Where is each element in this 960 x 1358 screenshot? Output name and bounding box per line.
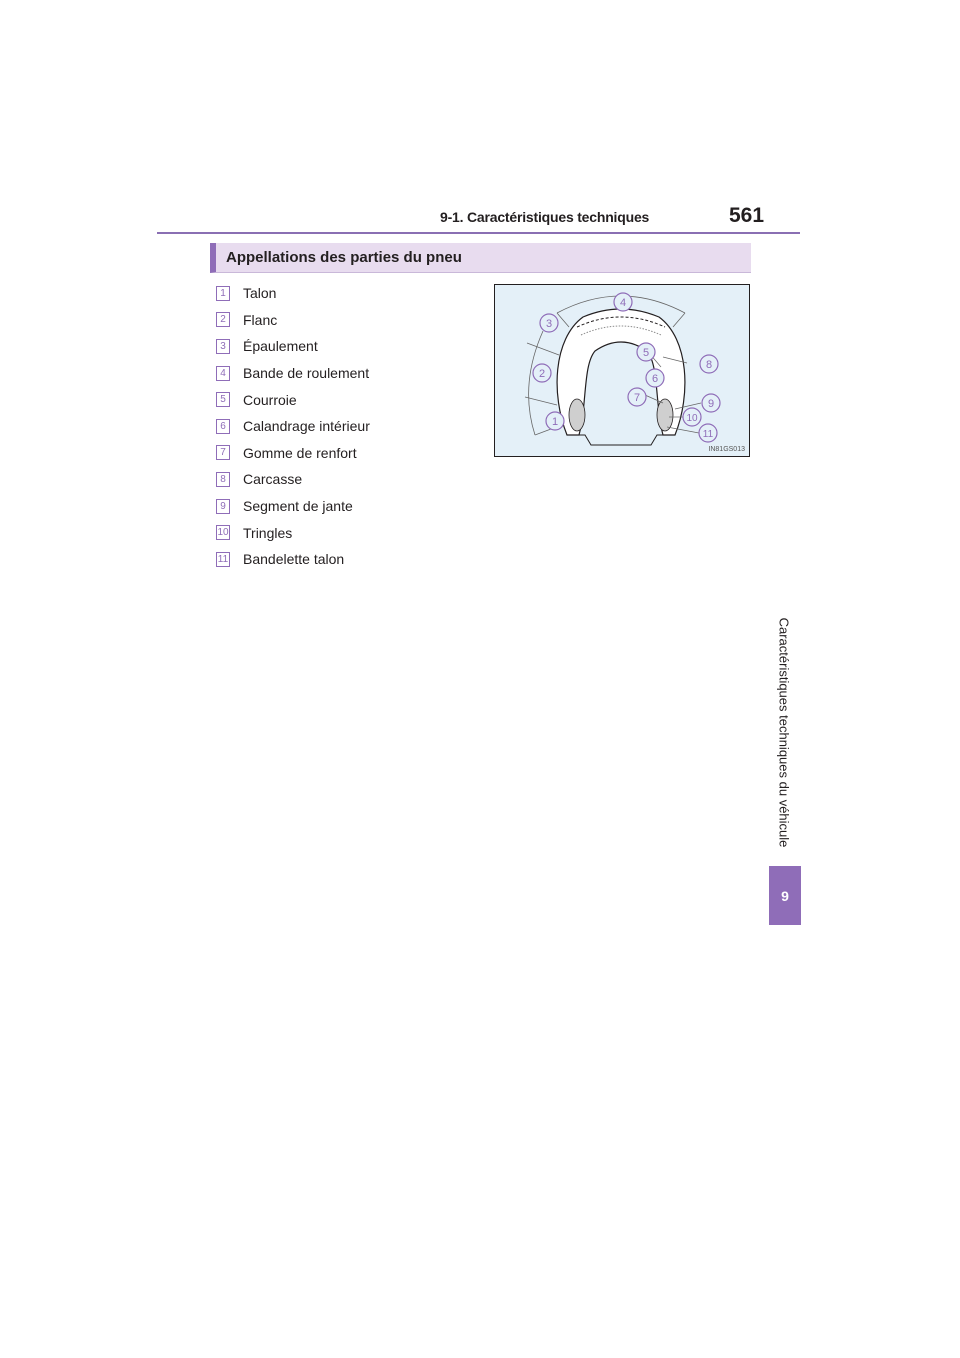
list-item (216, 466, 370, 493)
bead-left (569, 399, 585, 431)
list-item (216, 307, 370, 334)
callout-label: 5 (642, 347, 650, 359)
part-number-badge: 4 (216, 366, 230, 381)
callout-label: 10 (686, 413, 698, 424)
callout-9 (702, 394, 720, 412)
ref-line (525, 397, 557, 405)
list-item (216, 546, 370, 573)
part-number-badge: 7 (216, 445, 230, 460)
callout-1 (546, 412, 564, 430)
part-label: Bandelette talon (243, 551, 345, 568)
part-label: Épaulement (243, 338, 318, 355)
bead-right (657, 399, 673, 431)
list-item (216, 519, 370, 546)
part-label: Talon (243, 285, 277, 302)
callout-label: 4 (619, 297, 627, 309)
callout-label: 2 (538, 368, 546, 380)
callout-10 (683, 408, 701, 426)
callout-3 (540, 314, 558, 332)
callout-label: 1 (551, 416, 559, 428)
part-number-badge: 9 (216, 499, 230, 514)
part-number-badge: 8 (216, 472, 230, 487)
list-item (216, 360, 370, 387)
tire-diagram (494, 284, 750, 457)
ref-line (527, 343, 559, 355)
part-label: Calandrage intérieur (243, 418, 370, 435)
tire-cross-section (495, 285, 749, 456)
callout-label: 6 (651, 373, 659, 385)
callout-label: 3 (545, 318, 553, 330)
list-item (216, 493, 370, 520)
list-item (216, 333, 370, 360)
ref-line (673, 313, 685, 327)
part-number-badge: 11 (217, 553, 229, 565)
part-number-badge: 1 (216, 286, 230, 301)
section-heading: Appellations des parties du pneu (226, 249, 462, 266)
header-section-title: 9-1. Caractéristiques techniques (440, 209, 650, 225)
figure-code: IN81GS013 (708, 446, 745, 453)
callout-11 (699, 424, 717, 442)
parts-list (216, 280, 370, 573)
callout-label: 7 (633, 392, 641, 404)
chapter-tab[interactable]: 9 (769, 866, 801, 925)
side-tab-chapter-title (772, 606, 796, 858)
callout-label: 9 (707, 398, 715, 410)
part-number-badge: 6 (216, 419, 230, 434)
rim (573, 435, 669, 445)
callout-label: 11 (702, 429, 714, 440)
callout-7 (628, 388, 646, 406)
list-item (216, 280, 370, 307)
callout-6 (646, 369, 664, 387)
callout-8 (700, 355, 718, 373)
part-label: Segment de jante (243, 498, 353, 515)
ref-line (557, 313, 569, 327)
header-rule (157, 232, 800, 234)
part-label: Courroie (243, 391, 297, 408)
part-label: Gomme de renfort (243, 444, 357, 461)
callout-5 (637, 343, 655, 361)
page-number: 561 (729, 204, 765, 227)
list-item (216, 413, 370, 440)
part-label: Bande de roulement (243, 365, 370, 382)
section-heading-bar (210, 243, 751, 273)
part-number-badge: 5 (216, 392, 230, 407)
list-item (216, 440, 370, 467)
part-label: Flanc (243, 311, 278, 328)
part-number-badge: 3 (216, 339, 230, 354)
part-label: Tringles (243, 524, 293, 541)
callout-2 (533, 364, 551, 382)
callout-4 (614, 293, 632, 311)
part-number-badge: 2 (216, 312, 230, 327)
side-tab-chapter-title-text: Caractéristiques techniques du véhicule (776, 617, 792, 847)
part-number-badge: 10 (217, 527, 229, 539)
part-label: Carcasse (243, 471, 303, 488)
list-item (216, 386, 370, 413)
callout-label: 8 (705, 359, 713, 371)
